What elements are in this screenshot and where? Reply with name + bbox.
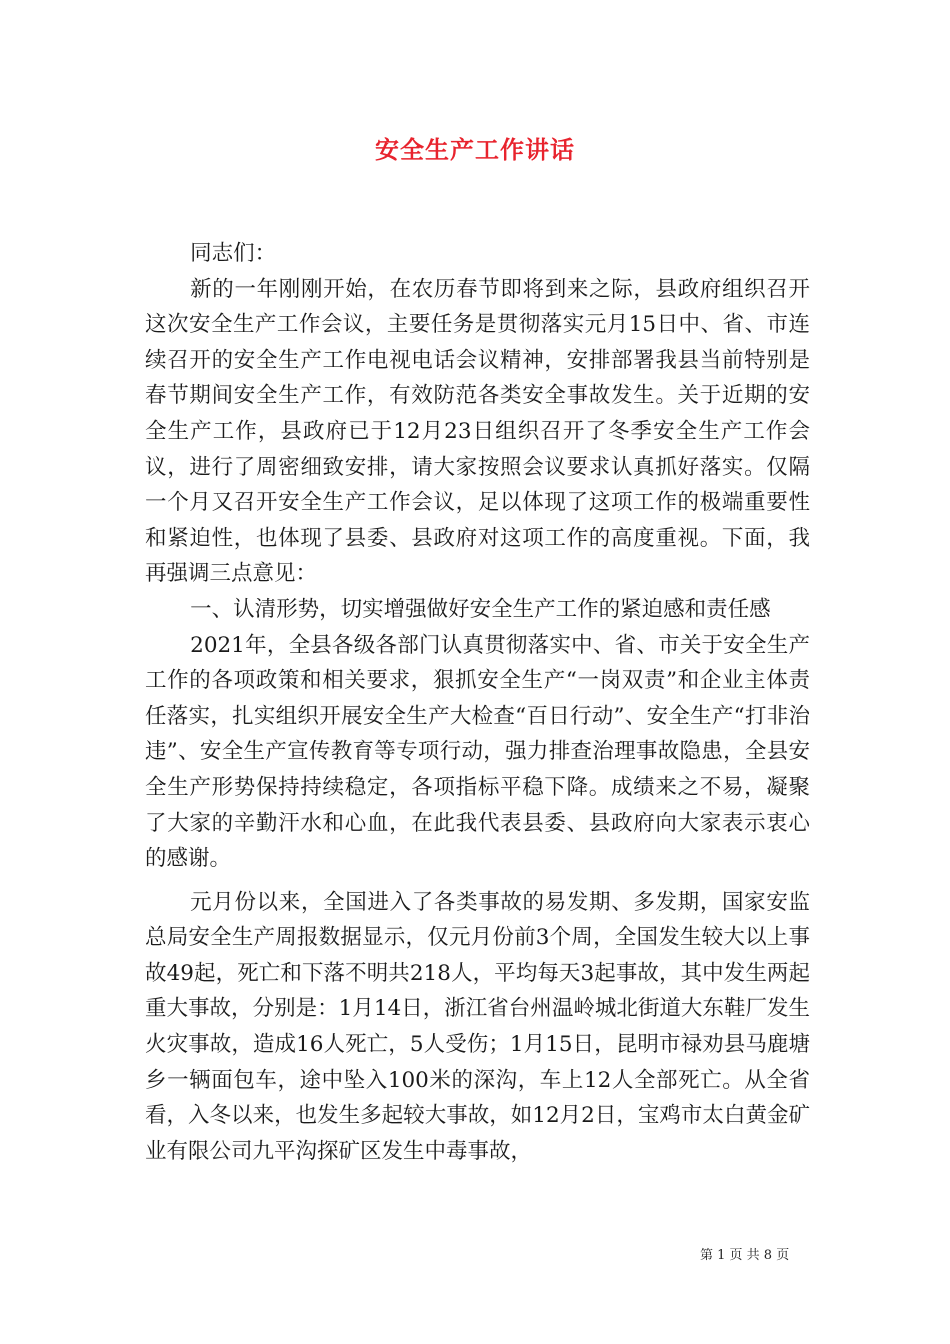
page-number: 第 1 页 共 8 页 [700,1248,790,1263]
document-title: 安全生产工作讲话 [375,135,575,164]
document-body [145,236,810,1169]
section-heading-1: 一、认清形势，切实增强做好安全生产工作的紧迫感和责任感 [190,596,771,622]
salutation: 同志们： [190,241,277,266]
paragraph-intro: 新的一年刚刚开始，在农历春节即将到来之际，县政府组织召开这次安全生产工作会议，主要任务是贯彻落实元月15日中、省、市连续召开的安全生产工作电视电话会议精神，安排部署我县当前特别是春节期间安全生产工作，有效防范各类安全事故发生。关于近期的安全生产工作，县政府已于12月23日组织召开了冬季安全生产工作会议，进行了周密细致安排，请大家按照会议要求认真抓好落实。仅隔一个月又召开安全生产工作会议，足以体现了这项工作的极端重要性和紧迫性，也体现了县委、县政府对这项工作的高度重视。下面，我再强调三点意见： [145,276,810,587]
paragraph-situation: 元月份以来，全国进入了各类事故的易发期、多发期，国家安监总局安全生产周报数据显示，仅元月份前3个周，全国发生较大以上事故49起，死亡和下落不明共218人，平均每天3起事故，其中发生两起重大事故，分别是：1月14日，浙江省台州温岭城北街道大东鞋厂发生火灾事故，造成16人死亡，5人受伤；1月15日，昆明市禄劝县马鹿塘乡一辆面包车，途中坠入100米的深沟，车上12人全部死亡。从全省看，入冬以来，也发生多起较大事故，如12月2日，宝鸡市太白黄金矿业有限公司九平沟探矿区发生中毒事故， [145,889,810,1164]
paragraph-achievements: 2021年，全县各级各部门认真贯彻落实中、省、市关于安全生产工作的各项政策和相关要求，狠抓安全生产“一岗双责”和企业主体责任落实，扎实组织开展安全生产大检查“百日行动”、安全生产“打非治违”、安全生产宣传教育等专项行动，强力排查治理事故隐患，全县安全生产形势保持持续稳定，各项指标平稳下降。成绩来之不易，凝聚了大家的辛勤汗水和心血，在此我代表县委、县政府向大家表示衷心的感谢。 [145,632,810,872]
